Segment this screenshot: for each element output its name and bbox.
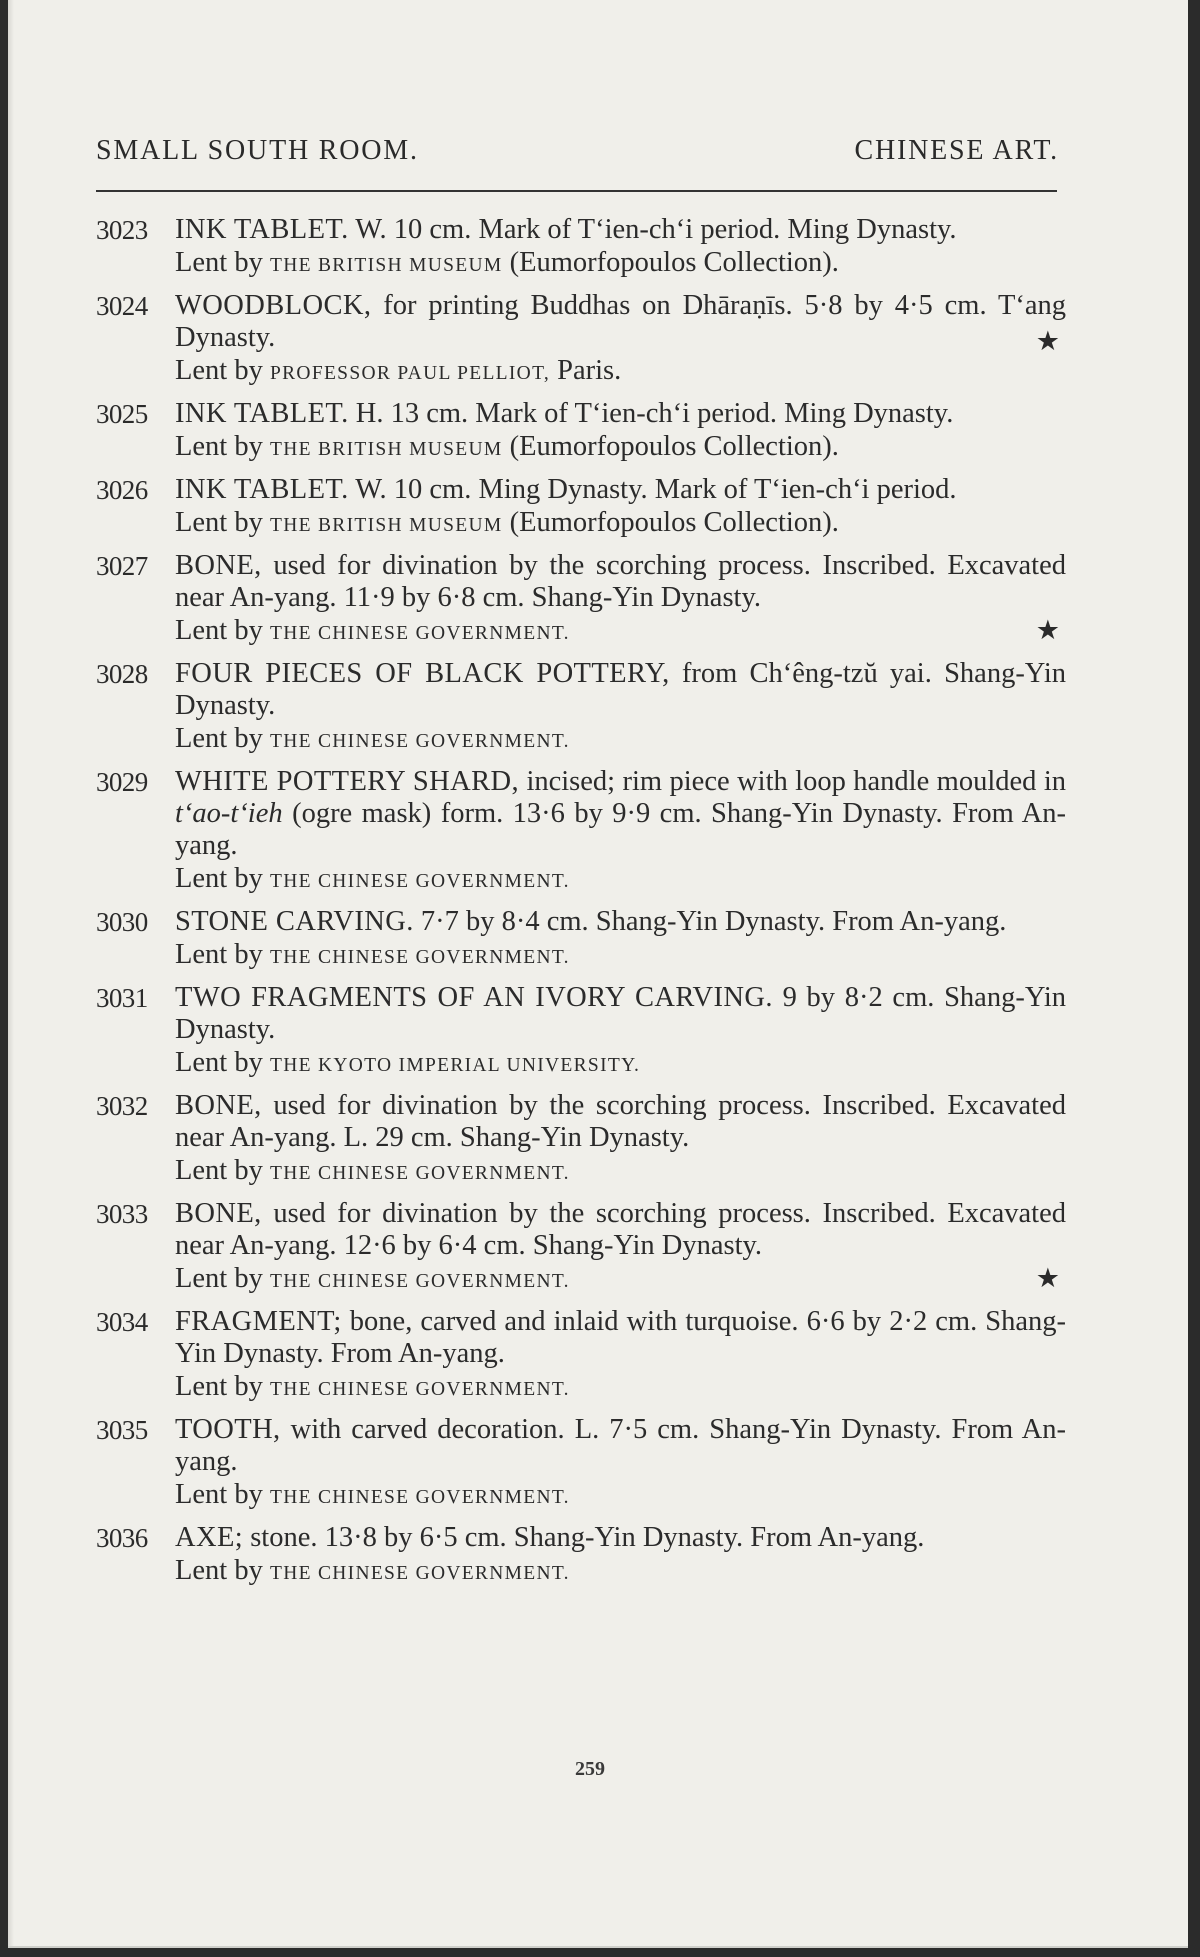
entry-number: 3031 <box>96 983 148 1013</box>
entry-title: WOODBLOCK, <box>175 290 372 321</box>
entry-number: 3030 <box>96 907 148 937</box>
lender-name: THE BRITISH MUSEUM <box>269 515 503 536</box>
lender-name: THE BRITISH MUSEUM <box>269 439 503 460</box>
entry-lender-line <box>175 1478 1066 1514</box>
entry-number: 3026 <box>96 475 148 505</box>
entry-lender-line <box>175 1370 1066 1406</box>
lender-name: THE CHINESE GOVERNMENT. <box>269 947 570 968</box>
catalogue-entry <box>96 658 1066 758</box>
lender-note: (Eumorfopoulos Collection). <box>509 431 839 462</box>
lent-by-label: Lent by <box>175 939 263 970</box>
running-head <box>96 135 1059 175</box>
lent-by-label: Lent by <box>175 1155 263 1186</box>
entry-description-block <box>175 766 1066 862</box>
header-rule <box>96 190 1057 192</box>
entry-number: 3032 <box>96 1091 148 1121</box>
entry-description: W. 10 cm. Ming Dynasty. Mark of T‘ien-ch‘i period. <box>355 474 957 505</box>
entry-title: INK TABLET. <box>175 398 349 429</box>
lent-by-label: Lent by <box>175 1371 263 1402</box>
lender-note: Paris. <box>557 355 622 386</box>
entry-title: INK TABLET. <box>175 474 349 505</box>
lender-name: THE CHINESE GOVERNMENT. <box>269 1271 570 1292</box>
star-icon: ★ <box>1035 326 1060 356</box>
entry-description: H. 13 cm. Mark of T‘ien-ch‘i period. Ming Dynasty. <box>355 398 954 429</box>
page-edge-shadow <box>8 0 14 1946</box>
entry-description-block <box>175 658 1066 722</box>
entry-title: FOUR PIECES OF BLACK POTTERY, <box>175 658 670 689</box>
entry-number: 3034 <box>96 1307 148 1337</box>
entry-number: 3027 <box>96 551 148 581</box>
entry-description-block <box>175 1414 1066 1478</box>
lender-name: THE CHINESE GOVERNMENT. <box>269 1563 570 1584</box>
entry-description-block <box>175 550 1066 614</box>
running-head-left: SMALL SOUTH ROOM. <box>96 135 419 166</box>
lent-by-label: Lent by <box>175 431 263 462</box>
entry-number: 3036 <box>96 1523 148 1553</box>
entry-title: STONE CARVING. <box>175 906 414 937</box>
entry-lender-line <box>175 1262 1066 1298</box>
catalogue-entry <box>96 1090 1066 1190</box>
entry-lender-line <box>175 430 1066 466</box>
lent-by-label: Lent by <box>175 615 263 646</box>
entry-number: 3033 <box>96 1199 148 1229</box>
lender-name: THE CHINESE GOVERNMENT. <box>269 623 570 644</box>
lent-by-label: Lent by <box>175 355 263 386</box>
entry-description: (ogre mask) form. 13·6 by 9·9 cm. Shang-Yin Dynasty. From An-yang. <box>175 798 1066 861</box>
lender-name: THE CHINESE GOVERNMENT. <box>269 1487 570 1508</box>
catalogue-entries <box>96 214 1066 1598</box>
entry-title: BONE, <box>175 1090 262 1121</box>
entry-description-block <box>175 1198 1066 1262</box>
entry-lender-line <box>175 938 1066 974</box>
catalogue-entry <box>96 906 1066 974</box>
lender-note: (Eumorfopoulos Collection). <box>509 507 839 538</box>
lender-name: THE KYOTO IMPERIAL UNIVERSITY. <box>269 1055 641 1076</box>
entry-description: W. 10 cm. Mark of T‘ien-ch‘i period. Ming Dynasty. <box>355 214 957 245</box>
entry-title: INK TABLET. <box>175 214 349 245</box>
entry-description: from Ch‘êng-tzŭ yai. Shang-Yin Dynasty. <box>175 658 1066 721</box>
entry-number: 3029 <box>96 767 148 797</box>
entry-lender-line <box>175 506 1066 542</box>
entry-number: 3025 <box>96 399 148 429</box>
entry-number: 3023 <box>96 215 148 245</box>
catalogue-entry <box>96 1414 1066 1514</box>
entry-number: 3028 <box>96 659 148 689</box>
entry-description-block <box>175 290 1066 354</box>
entry-description-block <box>175 1522 1066 1554</box>
entry-description-italic: t‘ao-t‘ieh <box>175 798 283 829</box>
catalogue-entry <box>96 398 1066 466</box>
entry-title: BONE, <box>175 1198 262 1229</box>
catalogue-entry <box>96 474 1066 542</box>
lender-name: THE CHINESE GOVERNMENT. <box>269 731 570 752</box>
entry-lender-line <box>175 614 1066 650</box>
lender-note: (Eumorfopoulos Collection). <box>509 247 839 278</box>
entry-description-block <box>175 214 1066 246</box>
lent-by-label: Lent by <box>175 1047 263 1078</box>
entry-description: stone. 13·8 by 6·5 cm. Shang-Yin Dynasty. From An-yang. <box>250 1522 925 1553</box>
entry-lender-line <box>175 1154 1066 1190</box>
entry-number: 3035 <box>96 1415 148 1445</box>
lender-name: THE BRITISH MUSEUM <box>269 255 503 276</box>
lent-by-label: Lent by <box>175 1479 263 1510</box>
entry-lender-line <box>175 862 1066 898</box>
entry-lender-line <box>175 1554 1066 1590</box>
catalogue-entry <box>96 1522 1066 1590</box>
entry-description-block <box>175 398 1066 430</box>
entry-description: 7·7 by 8·4 cm. Shang-Yin Dynasty. From An-yang. <box>420 906 1007 937</box>
catalogue-entry <box>96 766 1066 898</box>
catalogue-entry <box>96 214 1066 282</box>
entry-description-block <box>175 474 1066 506</box>
entry-description-part: incised; rim piece with loop handle moulded in <box>526 766 1066 797</box>
catalogue-entry <box>96 550 1066 650</box>
entry-description: used for divination by the scorching process. Inscribed. Excavated near An-yang. 12·6 by 6·4 cm. Shang-Yin Dynasty. <box>175 1198 1067 1261</box>
lender-name: THE CHINESE GOVERNMENT. <box>269 871 570 892</box>
entry-title: TOOTH, <box>175 1414 281 1445</box>
entry-description-block <box>175 906 1066 938</box>
entry-description: used for divination by the scorching process. Inscribed. Excavated near An-yang. L. 29 cm. Shang-Yin Dynasty. <box>175 1090 1067 1153</box>
catalogue-entry <box>96 290 1066 390</box>
entry-number: 3024 <box>96 291 148 321</box>
entry-title: FRAGMENT; <box>175 1306 342 1337</box>
entry-description: for printing Buddhas on Dhāraṇīs. 5·8 by 4·5 cm. T‘ang Dynasty. <box>175 290 1067 353</box>
entry-lender-line <box>175 246 1066 282</box>
lent-by-label: Lent by <box>175 1555 263 1586</box>
entry-lender-line <box>175 722 1066 758</box>
lender-name: PROFESSOR PAUL PELLIOT, <box>269 363 551 384</box>
entry-lender-line <box>175 354 1066 390</box>
entry-title: TWO FRAGMENTS OF AN IVORY CARVING. <box>175 982 773 1013</box>
lent-by-label: Lent by <box>175 1263 263 1294</box>
entry-description: with carved decoration. L. 7·5 cm. Shang-Yin Dynasty. From An-yang. <box>175 1414 1067 1477</box>
entry-title: AXE; <box>175 1522 244 1553</box>
entry-description-block <box>175 1306 1066 1370</box>
entry-description-block <box>175 982 1066 1046</box>
catalogue-entry <box>96 982 1066 1082</box>
catalogue-entry <box>96 1198 1066 1298</box>
catalogue-page <box>8 0 1188 1948</box>
entry-description: bone, carved and inlaid with turquoise. 6·6 by 2·2 cm. Shang-Yin Dynasty. From An-yang. <box>175 1306 1067 1369</box>
entry-description: used for divination by the scorching process. Inscribed. Excavated near An-yang. 11·9 by 6·8 cm. Shang-Yin Dynasty. <box>175 550 1067 613</box>
lent-by-label: Lent by <box>175 723 263 754</box>
entry-description-block <box>175 1090 1066 1154</box>
star-icon: ★ <box>1035 615 1060 645</box>
star-icon: ★ <box>1035 1263 1060 1293</box>
lent-by-label: Lent by <box>175 863 263 894</box>
catalogue-entry <box>96 1306 1066 1406</box>
entry-title: BONE, <box>175 550 262 581</box>
entry-description: 9 by 8·2 cm. Shang-Yin Dynasty. <box>175 982 1066 1045</box>
lender-name: THE CHINESE GOVERNMENT. <box>269 1379 570 1400</box>
page-number: 259 <box>575 1758 605 1780</box>
lent-by-label: Lent by <box>175 507 263 538</box>
entry-title: WHITE POTTERY SHARD, <box>175 766 519 797</box>
entry-lender-line <box>175 1046 1066 1082</box>
running-head-right: CHINESE ART. <box>854 135 1059 166</box>
lent-by-label: Lent by <box>175 247 263 278</box>
lender-name: THE CHINESE GOVERNMENT. <box>269 1163 570 1184</box>
